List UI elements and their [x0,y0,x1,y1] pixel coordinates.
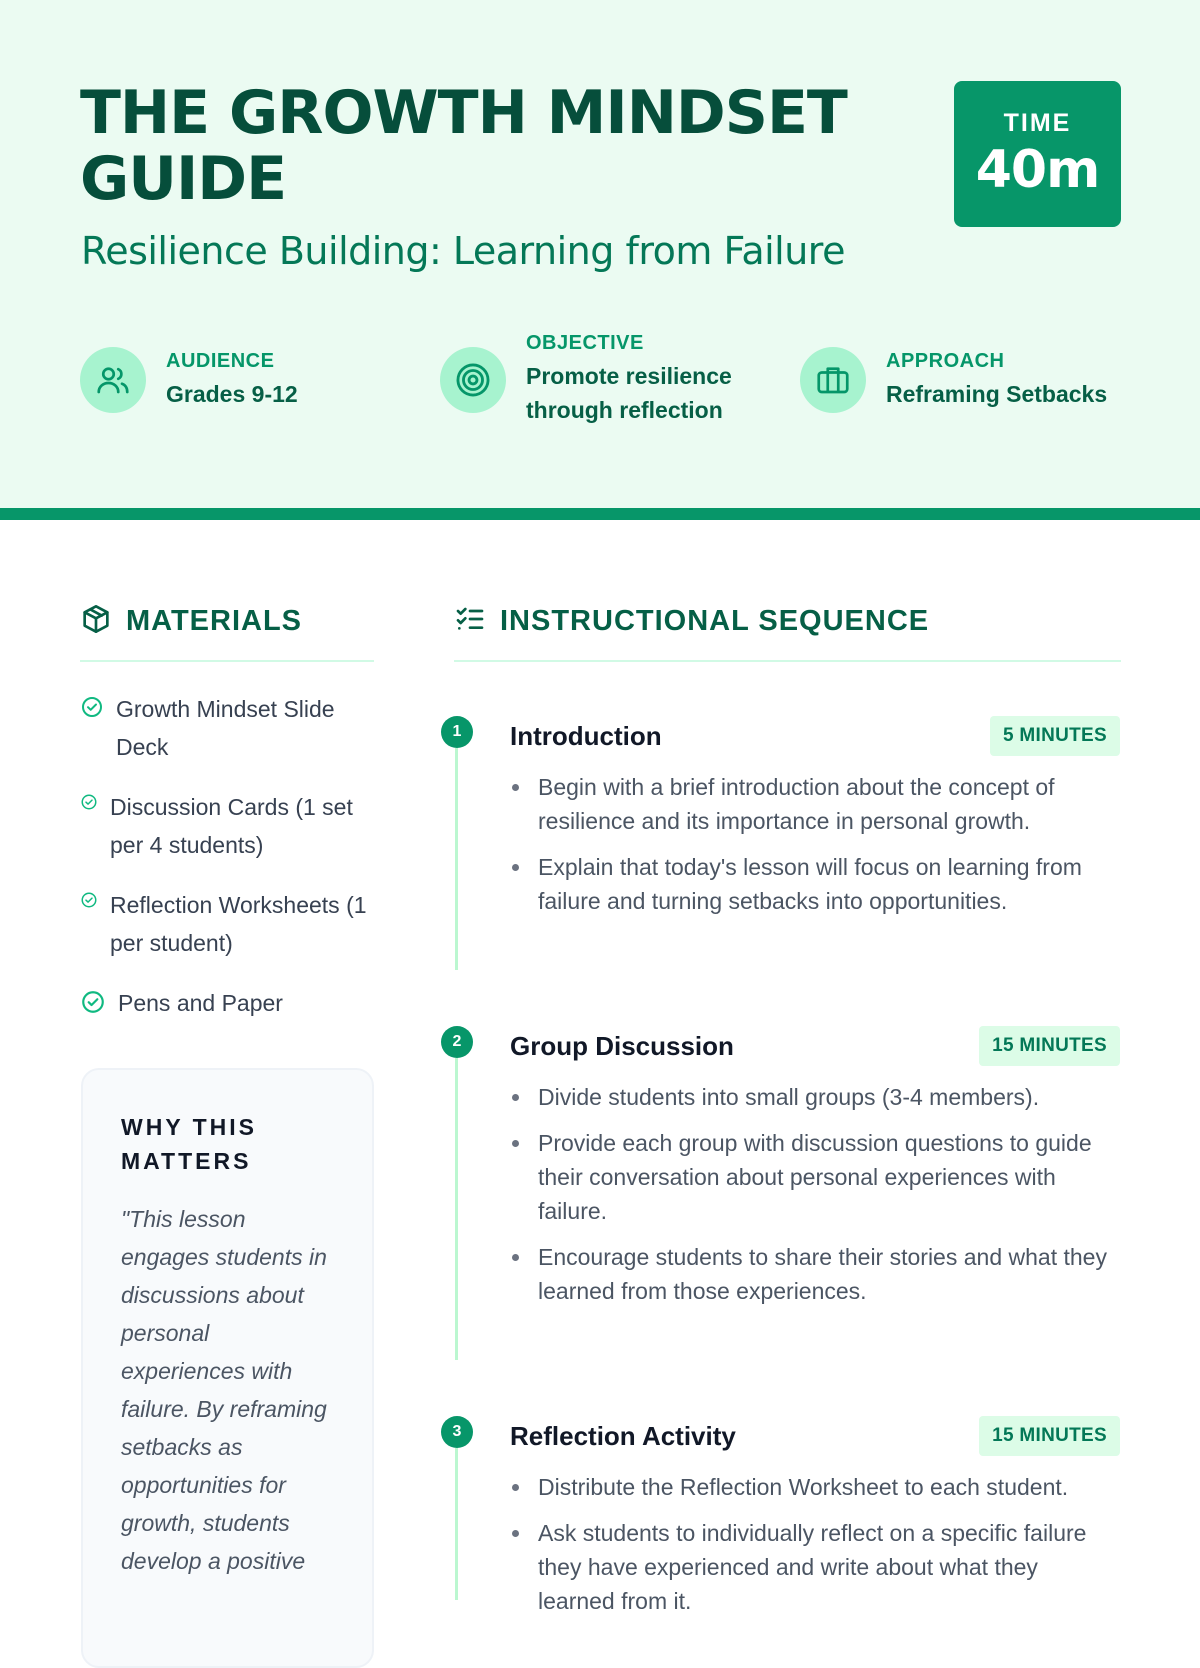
audience-label: AUDIENCE [166,349,275,372]
step-number: 1 [441,716,473,748]
page-subtitle: Resilience Building: Learning from Failure [81,229,845,273]
time-value: 40m [975,140,1100,200]
material-text: Pens and Paper [118,990,283,1016]
step-number: 3 [441,1416,473,1448]
step-title: Reflection Activity [510,1420,736,1451]
material-text: Discussion Cards (1 set per 4 students) [110,794,353,858]
material-text: Growth Mindset Slide Deck [116,696,335,760]
step-title: Group Discussion [510,1030,734,1061]
target-icon [440,347,506,413]
meta-approach [800,347,1107,413]
users-icon [80,347,146,413]
timeline-line [455,748,458,970]
check-circle-icon [80,695,104,724]
header [0,0,1200,508]
check-circle-icon [80,891,98,914]
list-item [80,886,380,962]
list-item: Encourage students to share their stories and what they learned from those experiences. [510,1240,1120,1308]
package-icon [80,603,112,640]
why-quote: "This lesson engages students in discussions about personal experiences with failure. By reframing setbacks as opportunities for growth, students develop a positive [121,1206,327,1574]
check-circle-icon [80,793,98,816]
header-divider [0,508,1200,520]
list-item: Provide each group with discussion questions to guide their conversation about personal experiences with failure. [510,1126,1120,1228]
list-item: Distribute the Reflection Worksheet to each student. [510,1470,1120,1504]
time-label: TIME [1003,109,1072,137]
list-item: Begin with a brief introduction about the concept of resilience and its importance in personal growth. [510,770,1120,838]
why-this-matters-card [81,1068,374,1668]
meta-objective [440,332,756,427]
approach-value: Reframing Setbacks [886,380,1108,407]
materials-title: MATERIALS [126,605,303,637]
sequence-rule [454,660,1121,662]
timeline-line [455,1058,458,1360]
material-text: Reflection Worksheets (1 per student) [110,892,367,956]
list-item: Divide students into small groups (3-4 members). [510,1080,1120,1114]
objective-value: Promote resilience through reflection [526,363,732,423]
list-item: Explain that today's lesson will focus on learning from failure and turning setbacks into opportunities. [510,850,1120,918]
timeline-line [455,1448,458,1600]
step-introduction [510,716,1120,930]
page-title: THE GROWTH MINDSET GUIDE [80,78,847,214]
step-bullets [510,1080,1120,1308]
step-reflection-activity [510,1416,1120,1630]
materials-list [80,690,380,1044]
time-badge [954,81,1121,227]
duration-badge: 15 MINUTES [979,1416,1120,1456]
check-circle-icon [80,989,106,1020]
materials-heading [80,603,302,640]
audience-value: Grades 9-12 [166,380,298,407]
step-title: Introduction [510,720,662,751]
step-number: 2 [441,1026,473,1058]
objective-label: OBJECTIVE [526,332,644,354]
briefcase-icon [800,347,866,413]
list-item: Ask students to individually reflect on a specific failure they have experienced and write about what they learned from it. [510,1516,1120,1618]
why-title: WHY THIS MATTERS [121,1114,258,1174]
duration-badge: 15 MINUTES [979,1026,1120,1066]
meta-audience [80,347,298,413]
step-bullets [510,1470,1120,1618]
sequence-title: INSTRUCTIONAL SEQUENCE [500,605,930,637]
list-checks-icon [454,603,486,640]
sequence-heading [454,603,929,640]
materials-rule [80,660,374,662]
step-group-discussion [510,1026,1120,1320]
duration-badge: 5 MINUTES [990,716,1120,756]
list-item [80,984,380,1022]
list-item [80,690,380,766]
approach-label: APPROACH [886,349,1005,372]
step-bullets [510,770,1120,918]
list-item [80,788,380,864]
